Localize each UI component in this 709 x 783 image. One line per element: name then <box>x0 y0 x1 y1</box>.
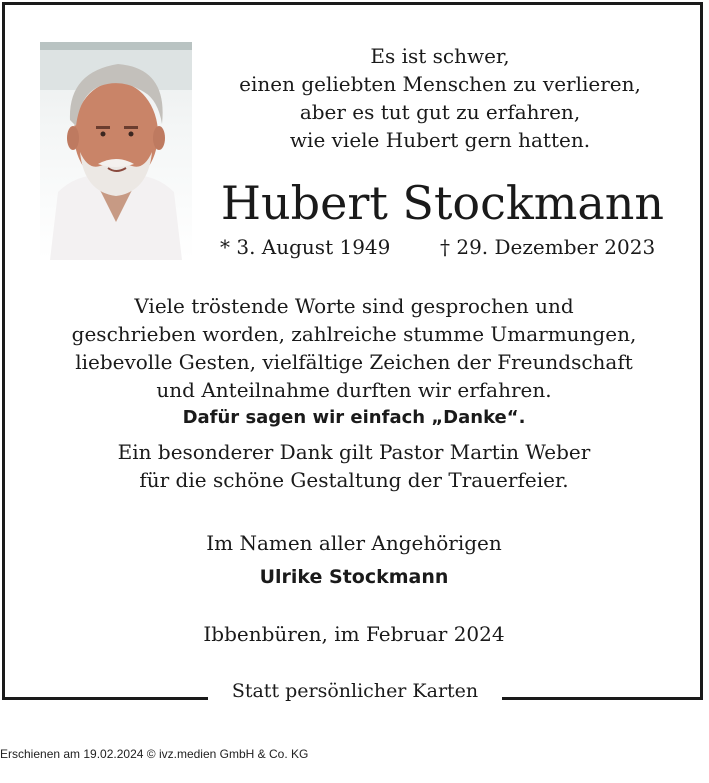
signature-intro: Im Namen aller Angehörigen <box>206 531 502 555</box>
frame-bottom-right-rule <box>502 697 703 700</box>
frame-bottom-left-rule <box>2 697 208 700</box>
publication-credit: Erschienen am 19.02.2024 © ivz.medien GmbH & Co. KG <box>0 747 309 761</box>
thank-you-text <box>40 292 668 494</box>
place-date: Ibbenbüren, im Februar 2024 <box>203 622 505 646</box>
thanks-line: Dafür sagen wir einfach „Danke“. <box>182 407 526 428</box>
body-line: und Anteilnahme durften wir erfahren. <box>156 378 552 402</box>
body-line: Ein besonderer Dank gilt Pastor Martin Weber <box>117 440 591 464</box>
deceased-name: Hubert Stockmann <box>220 176 665 230</box>
poem-line: aber es tut gut zu erfahren, <box>299 100 581 124</box>
poem-line: Es ist schwer, <box>370 44 510 68</box>
body-line: liebevolle Gesten, vielfältige Zeichen der Freundschaft <box>75 350 633 374</box>
portrait-photo <box>40 42 192 260</box>
body-line: für die schöne Gestaltung der Trauerfeier. <box>139 468 569 492</box>
body-line: Viele tröstende Worte sind gesprochen und <box>134 294 574 318</box>
poem-line: wie viele Hubert gern hatten. <box>289 128 591 152</box>
death-date: † 29. Dezember 2023 <box>440 235 656 259</box>
footer-label: Statt persönlicher Karten <box>231 680 479 702</box>
signature-name: Ulrike Stockmann <box>259 566 449 588</box>
poem-line: einen geliebten Menschen zu verlieren, <box>239 72 641 96</box>
portrait-illustration <box>40 42 192 260</box>
birth-date: * 3. August 1949 <box>220 235 391 259</box>
body-line: geschrieben worden, zahlreiche stumme Umarmungen, <box>71 322 637 346</box>
memorial-poem <box>230 42 650 154</box>
